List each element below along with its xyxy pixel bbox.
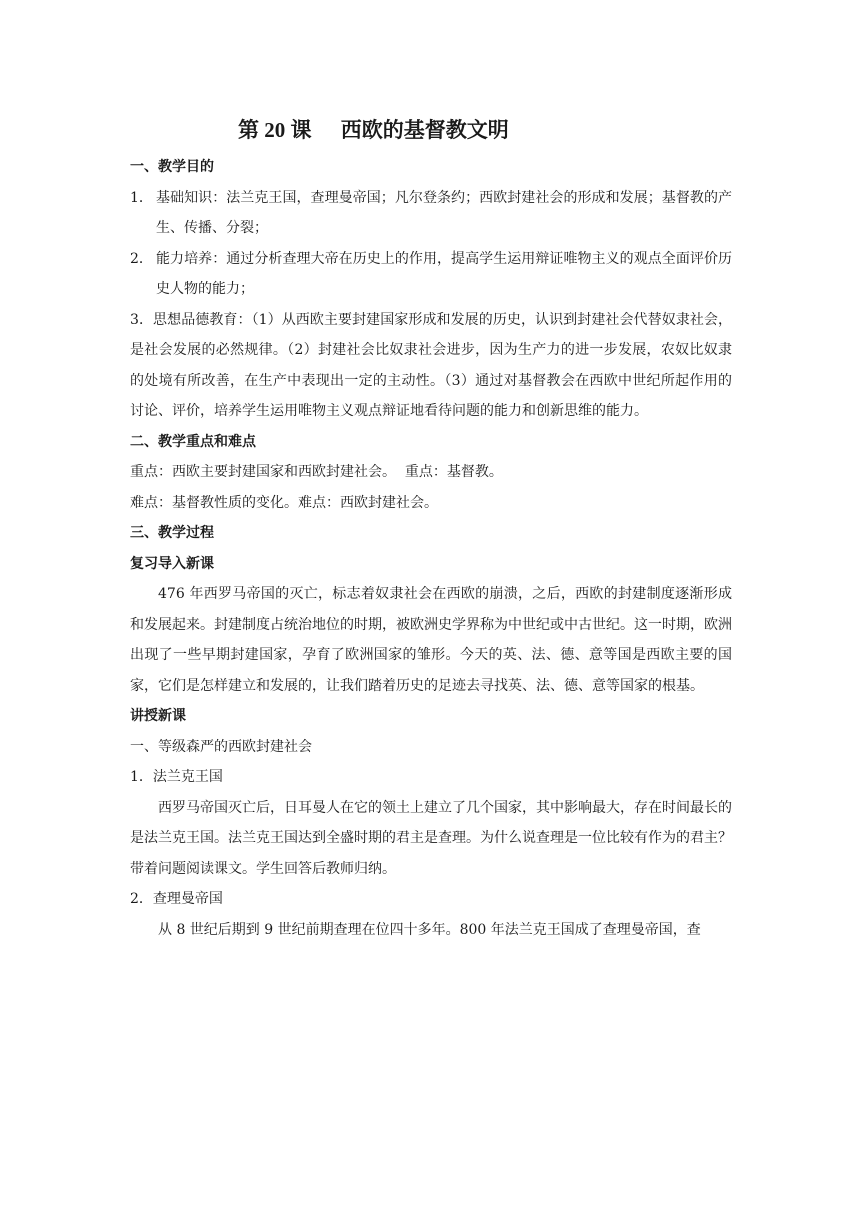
sub-heading-charlemagne-empire: 2．查理曼帝国: [130, 891, 223, 907]
key-points-text: 重点：西欧主要封建国家和西欧封建社会。 重点：基督教。: [130, 464, 503, 480]
objective-item-1: [130, 183, 732, 244]
objective-number: 2．: [130, 250, 153, 267]
part-heading-1: 一、等级森严的西欧封建社会: [130, 738, 312, 755]
lesson-number: 第 20 课: [238, 118, 312, 142]
objective-item-3: 3．思想品德教育：（1）从西欧主要封建国家形成和发展的历史，认识到封建社会代替奴隶社会，是社会发展的必然规律。（2）封建社会比奴隶社会进步，因为生产力的进一步发展，农奴比奴隶的处境有所改善，在生产中表现出一定的主动性。（3）通过对基督教会在西欧中世纪所起作用的讨论、评价，培养学生运用唯物主义观点辩证地看待问题的能力和创新思维的能力。: [130, 311, 732, 419]
charlemagne-empire-paragraph: 从 8 世纪后期到 9 世纪前期查理在位四十多年。800 年法兰克王国成了查理曼帝国，查: [158, 921, 701, 938]
objective-number: 1．: [130, 189, 153, 206]
lesson-title: 西欧的基督教文明: [340, 118, 509, 142]
document-body: [130, 152, 732, 945]
page-title: [238, 114, 509, 144]
section-heading-objectives: 一、教学目的: [130, 159, 214, 175]
subheading-new-lesson: 讲授新课: [130, 708, 186, 724]
objective-text: 基础知识：法兰克王国，查理曼帝国；凡尔登条约；西欧封建社会的形成和发展；基督教的产生、传播、分裂；: [156, 189, 732, 236]
section-heading-key-points: 二、教学重点和难点: [130, 433, 256, 450]
section-heading-process: 三、教学过程: [130, 525, 214, 541]
subheading-review: 复习导入新课: [130, 555, 214, 572]
objective-text: 能力培养：通过分析查理大帝在历史上的作用，提高学生运用辩证唯物主义的观点全面评价历史人物的能力；: [156, 250, 732, 297]
review-paragraph: 476 年西罗马帝国的灭亡，标志着奴隶社会在西欧的崩溃，之后，西欧的封建制度逐渐形成和发展起来。封建制度占统治地位的时期，被欧洲史学界称为中世纪或中古世纪。这一时期，欧洲出现了一些早期封建国家，孕育了欧洲国家的雏形。今天的英、法、德、意等国是西欧主要的国家，它们是怎样建立和发展的，让我们踏着历史的足迹去寻找英、法、德、意等国家的根基。: [130, 586, 732, 694]
sub-heading-frankish-kingdom: 1．法兰克王国: [130, 769, 223, 785]
frankish-kingdom-paragraph: 西罗马帝国灭亡后，日耳曼人在它的领土上建立了几个国家，其中影响最大，存在时间最长的是法兰克王国。法兰克王国达到全盛时期的君主是查理。为什么说查理是一位比较有作为的君主？带着问题阅读课文。学生回答后教师归纳。: [130, 799, 732, 877]
difficult-points-text: 难点：基督教性质的变化。难点：西欧封建社会。: [130, 494, 438, 511]
objective-item-2: [130, 244, 732, 305]
